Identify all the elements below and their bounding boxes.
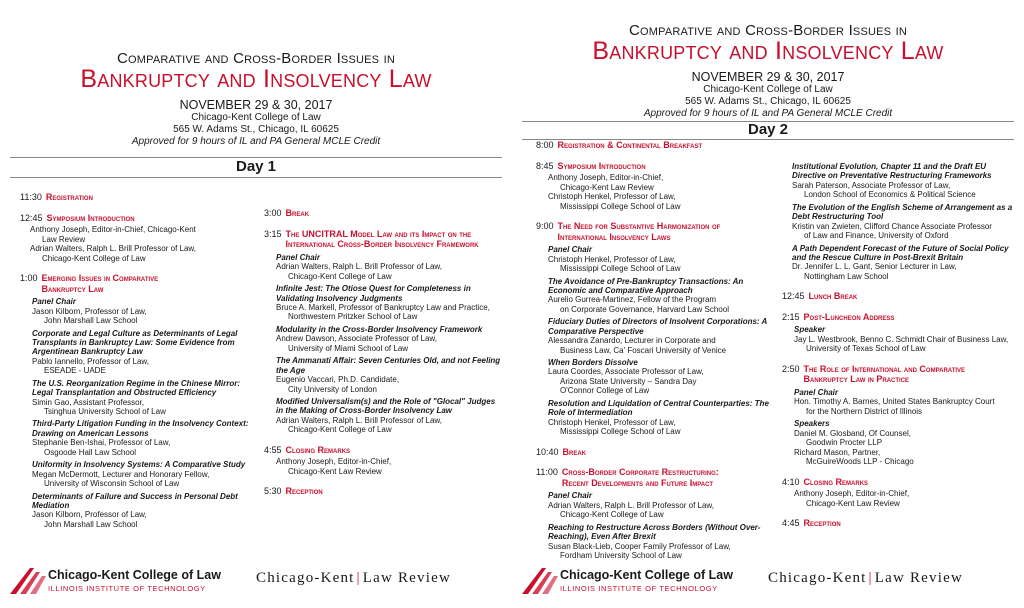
paper-title: Modified Universalism(s) and the Role of "Glocal" Judges in the Making of Cross-Border Insolvency Law <box>276 396 496 416</box>
speaker-line: Andrew Dawson, Associate Professor of Law, <box>276 334 437 344</box>
speaker-line: on Corporate Governance, Harvard Law School <box>560 304 729 314</box>
agenda-time: 8:00 <box>536 140 554 150</box>
speaker-line: Eugenio Vaccari, Ph.D. Candidate, <box>276 375 400 385</box>
institute-name: ILLINOIS INSTITUTE OF TECHNOLOGY <box>560 584 718 593</box>
chicago-kent-logo-icon <box>10 568 48 594</box>
agenda-time: 1:00 <box>20 272 38 283</box>
speaker-line: Daniel M. Glosband, Of Counsel, <box>794 428 911 438</box>
agenda-time: 11:00 <box>536 467 558 478</box>
agenda-item <box>536 467 772 560</box>
speaker-line: Simin Gao, Assistant Professor, <box>32 397 145 407</box>
speaker-line: John Marshall Law School <box>44 519 138 529</box>
paper-title: Modularity in the Cross-Border Insolvency Framework <box>276 324 483 334</box>
paper-title: The Avoidance of Pre-Bankruptcy Transactions: An Economic and Comparative Approach <box>548 276 744 295</box>
day1-right-column <box>264 208 504 507</box>
agenda-time: 10:40 <box>536 446 559 457</box>
paper-title: Infinite Jest: The Otiose Quest for Completeness in Validating Insolvency Judgments <box>276 284 471 303</box>
speaker-line: Chicago-Kent College of Law <box>42 253 146 263</box>
agenda-item <box>536 447 772 458</box>
paper-title: Uniformity in Insolvency Systems: A Comparative Study <box>32 460 246 470</box>
law-review-divider: | <box>356 570 361 586</box>
speaker-line: ESEADE - UADE <box>44 366 106 376</box>
speaker-line: Jason Kilborn, Professor of Law, <box>32 510 147 520</box>
agenda-time: 4:55 <box>264 444 282 455</box>
agenda-item <box>782 477 1018 508</box>
speaker-line: Adrian Walters, Ralph L. Brill Professor of Law, <box>30 244 196 254</box>
panel-chair-label: Panel Chair <box>548 245 593 255</box>
speaker-line: John Marshall Law School <box>44 316 138 326</box>
agenda-title: Break <box>285 208 310 218</box>
agenda-title: The Need for Substantive Harmonization of International Insolvency Laws <box>557 220 721 242</box>
footer <box>512 566 1024 600</box>
day2-page <box>512 0 1024 608</box>
agenda-continuation <box>782 162 1018 281</box>
speaker-line: Chicago-Kent Law Review <box>560 182 654 192</box>
paper-title: Reaching to Restructure Across Borders (Without Over-Reaching), Even After Brexit <box>548 522 761 542</box>
speaker-line: University of Miami School of Law <box>288 343 409 353</box>
panel-chair-label: Panel Chair <box>794 388 839 397</box>
law-review-wordmark <box>768 570 963 587</box>
header-title: Bankruptcy and Insolvency Law <box>592 37 944 65</box>
speaker-line: of Law and Finance, University of Oxford <box>804 231 949 241</box>
speaker-line: Chicago-Kent College of Law <box>288 425 392 435</box>
agenda-title: Break <box>562 446 587 457</box>
speaker-line: Law Review <box>42 234 86 244</box>
agenda-item <box>782 312 1018 354</box>
paper-title: Resolution and Liquidation of Central Counterparties: The Role of Intermediation <box>548 398 769 418</box>
paper-title: When Borders Dissolve <box>548 358 638 367</box>
agenda-title: The Role of International and Comparative Bankruptcy Law in Practice <box>803 363 966 385</box>
panel-chair-label: Panel Chair <box>276 252 321 262</box>
agenda-title: Closing Remarks <box>803 476 869 487</box>
header-subtitle: Comparative and Cross-Border Issues in <box>628 22 907 39</box>
agenda-time: 5:30 <box>264 486 282 497</box>
law-review-divider: | <box>868 570 873 586</box>
speaker-line: Nottingham Law School <box>804 271 889 281</box>
speaker-line: Aurelio Gurrea-Martinez, Fellow of the Program <box>548 295 717 305</box>
speaker-line: Susan Black-Lieb, Cooper Family Professor of Law, <box>548 541 731 551</box>
agenda-time: 8:45 <box>536 160 554 171</box>
speaker-line: University of Wisconsin School of Law <box>44 479 180 489</box>
agenda-item <box>20 213 250 263</box>
speaker-line: Chicago-Kent College of Law <box>288 271 392 281</box>
speaker-line: Chicago-Kent Law Review <box>806 498 900 508</box>
speaker-line: Fordham University School of Law <box>560 550 682 560</box>
agenda-title: Reception <box>803 517 841 528</box>
paper-title: A Path Dependent Forecast of the Future of Social Policy and the Rescue Culture in Post-Brexit Britain <box>792 243 1009 262</box>
speaker-line: Adrian Walters, Ralph L. Brill Professor of Law, <box>276 262 442 272</box>
header-date: NOVEMBER 29 & 30, 2017 <box>179 98 333 112</box>
speaker-line: Adrian Walters, Ralph L. Brill Professor of Law, <box>276 415 442 425</box>
agenda-title: Post-Luncheon Address <box>803 311 895 322</box>
agenda-item <box>20 273 250 529</box>
chicago-kent-logo-icon <box>522 568 560 594</box>
header-subtitle: Comparative and Cross-Border Issues in <box>116 50 395 67</box>
college-name: Chicago-Kent College of Law <box>48 568 221 582</box>
agenda-time: 2:50 <box>782 363 800 374</box>
day2-left-column <box>536 140 772 570</box>
agenda-title: Closing Remarks <box>285 444 351 455</box>
speaker-line: Mississippi College School of Law <box>560 201 681 211</box>
agenda-item <box>264 445 504 476</box>
speaker-line: Dr. Jennifer L. L. Gant, Senior Lecturer in Law, <box>792 262 957 272</box>
day1-header <box>0 50 512 148</box>
paper-title: Corporate and Legal Culture as Determinants of Legal Transplants in Bankruptcy Law: Some Evidence from Argentinean Bankruptcy Law <box>32 328 238 357</box>
speaker-line: Chicago-Kent College of Law <box>560 510 664 520</box>
agenda-title: Emerging Issues in Comparative Bankruptcy Law <box>41 272 159 294</box>
law-review-right: Law Review <box>362 570 451 586</box>
agenda-title: Symposium Introduction <box>46 212 135 223</box>
divider <box>10 177 502 178</box>
speaker-line: Laura Coordes, Associate Professor of Law, <box>548 367 704 377</box>
agenda-title: Cross-Border Corporate Restructuring: Recent Developments and Future Impact <box>561 467 719 488</box>
speaker-line: Megan McDermott, Lecturer and Honorary Fellow, <box>32 469 210 479</box>
day-title: Day 2 <box>747 121 789 138</box>
agenda-item <box>264 229 504 435</box>
speaker-line: Christoph Henkel, Professor of Law, <box>548 254 676 264</box>
header-date: NOVEMBER 29 & 30, 2017 <box>691 70 845 84</box>
agenda-item <box>536 161 772 211</box>
agenda-item <box>782 364 1018 467</box>
day1-left-column <box>20 192 250 539</box>
agenda-item <box>782 518 1018 529</box>
speaker-line: Mississippi College School of Law <box>560 264 681 274</box>
speaker-line: for the Northern District of Illinois <box>806 406 923 416</box>
speaker-line: Jason Kilborn, Professor of Law, <box>32 306 147 316</box>
agenda-item <box>782 291 1018 302</box>
speaker-line: Northwestern Pritzker School of Law <box>288 312 418 322</box>
paper-title: Determinants of Failure and Success in Personal Debt Mediation <box>32 491 238 510</box>
agenda-time: 12:45 <box>20 212 43 223</box>
institute-name: ILLINOIS INSTITUTE OF TECHNOLOGY <box>48 584 206 593</box>
speaker-label: Speaker <box>794 325 826 335</box>
speaker-line: Pablo Iannello, Professor of Law, <box>32 356 149 366</box>
agenda-time: 12:45 <box>782 291 805 302</box>
speaker-line: O'Connor College of Law <box>560 386 650 396</box>
agenda-time: 4:45 <box>782 517 800 528</box>
speaker-line: University of Texas School of Law <box>806 344 926 354</box>
agenda-time: 9:00 <box>536 220 554 231</box>
header-address: 565 W. Adams St., Chicago, IL 60625 <box>173 124 339 135</box>
law-review-wordmark <box>256 570 451 587</box>
speaker-line: Tsinghua University School of Law <box>44 407 166 416</box>
agenda-time: 11:30 <box>20 192 42 202</box>
agenda-time: 3:15 <box>264 228 282 239</box>
agenda-title: Lunch Break <box>808 291 858 302</box>
speaker-line: Adrian Walters, Ralph L. Brill Professor of Law, <box>548 500 714 510</box>
speaker-line: Goodwin Procter LLP <box>806 438 883 448</box>
agenda-time: 3:00 <box>264 208 282 218</box>
day2-right-column <box>782 162 1018 539</box>
speaker-line: Anthony Joseph, Editor-in-Chief, <box>276 457 392 467</box>
header-venue: Chicago-Kent College of Law <box>191 112 321 123</box>
footer <box>0 566 512 600</box>
agenda-item <box>20 192 250 203</box>
speaker-line: Sarah Paterson, Associate Professor of Law, <box>792 180 951 190</box>
header-address: 565 W. Adams St., Chicago, IL 60625 <box>685 96 851 107</box>
header-title: Bankruptcy and Insolvency Law <box>80 65 432 93</box>
agenda-title: Registration <box>45 192 93 202</box>
speaker-line: Kristin van Zwieten, Clifford Chance Associate Professor <box>792 221 992 231</box>
paper-title: Institutional Evolution, Chapter 11 and the Draft EU Directive on Preventative Restructuring Frameworks <box>792 162 992 181</box>
speaker-line: Arizona State University – Sandra Day <box>560 376 697 386</box>
header-venue: Chicago-Kent College of Law <box>703 84 833 95</box>
agenda-item <box>536 140 772 151</box>
speaker-line: Chicago-Kent Law Review <box>288 466 382 476</box>
speaker-line: Anthony Joseph, Editor-in-Chief, Chicago-Kent <box>30 225 196 235</box>
speaker-line: Christoph Henkel, Professor of Law, <box>548 417 676 427</box>
law-review-right: Law Review <box>874 570 963 586</box>
agenda-item <box>264 208 504 219</box>
speaker-line: City University of London <box>288 384 377 394</box>
speaker-line: Hon. Timothy A. Barnes, United States Bankruptcy Court <box>794 397 995 407</box>
speaker-line: Anthony Joseph, Editor-in-Chief, <box>548 173 664 183</box>
agenda-title: Symposium Introduction <box>557 160 646 171</box>
speaker-line: Bruce A. Markell, Professor of Bankruptcy Law and Practice, <box>276 303 490 313</box>
agenda-item <box>536 221 772 437</box>
day-title: Day 1 <box>235 158 277 175</box>
speaker-line: Christoph Henkel, Professor of Law, <box>548 192 676 202</box>
speaker-line: Anthony Joseph, Editor-in-Chief, <box>794 489 910 499</box>
law-review-left: Chicago-Kent <box>768 570 867 586</box>
speaker-line: Osgoode Hall Law School <box>44 447 137 457</box>
paper-title: Third-Party Litigation Funding in the Insolvency Context: Drawing on American Lessons <box>32 419 249 438</box>
day2-header <box>512 22 1024 120</box>
agenda-time: 4:10 <box>782 476 800 487</box>
agenda-time: 2:15 <box>782 311 800 322</box>
speaker-line: McGuireWoods LLP - Chicago <box>806 457 914 467</box>
paper-title: Fiduciary Duties of Directors of Insolvent Corporations: A Comparative Perspective <box>548 317 767 336</box>
header-credit: Approved for 9 hours of IL and PA General MCLE Credit <box>643 108 893 119</box>
college-name: Chicago-Kent College of Law <box>560 568 733 582</box>
speakers-label: Speakers <box>794 419 830 429</box>
speaker-line: London School of Economics & Political Science <box>804 190 976 200</box>
speaker-line: Business Law, Ca' Foscari University of Venice <box>560 345 727 355</box>
speaker-line: Stephanie Ben-Ishai, Professor of Law, <box>32 438 171 448</box>
speaker-line: Alessandra Zanardo, Lecturer in Corporate and <box>548 336 716 346</box>
speaker-line: Jay L. Westbrook, Benno C. Schmidt Chair of Business Law, <box>794 334 1009 344</box>
header-credit: Approved for 9 hours of IL and PA General MCLE Credit <box>131 136 381 147</box>
paper-title: The Evolution of the English Scheme of Arrangement as a Debt Restructuring Tool <box>792 202 1013 222</box>
speaker-line: Richard Mason, Partner, <box>794 447 881 457</box>
paper-title: The Ammanati Affair: Seven Centuries Old, and not Feeling the Age <box>276 356 501 375</box>
paper-title: The U.S. Reorganization Regime in the Chinese Mirror: Legal Transplantation and Obstructed Efficiency <box>32 378 241 398</box>
agenda-title: The UNCITRAL Model Law and its Impact on the International Cross-Border Insolvency Framework <box>285 228 479 250</box>
speaker-line: Mississippi College School of Law <box>560 427 681 437</box>
agenda-title: Registration & Continental Breakfast <box>557 140 703 150</box>
law-review-left: Chicago-Kent <box>256 570 355 586</box>
agenda-item <box>264 486 504 497</box>
panel-chair-label: Panel Chair <box>32 297 77 307</box>
agenda-title: Reception <box>285 486 323 497</box>
panel-chair-label: Panel Chair <box>548 491 593 501</box>
